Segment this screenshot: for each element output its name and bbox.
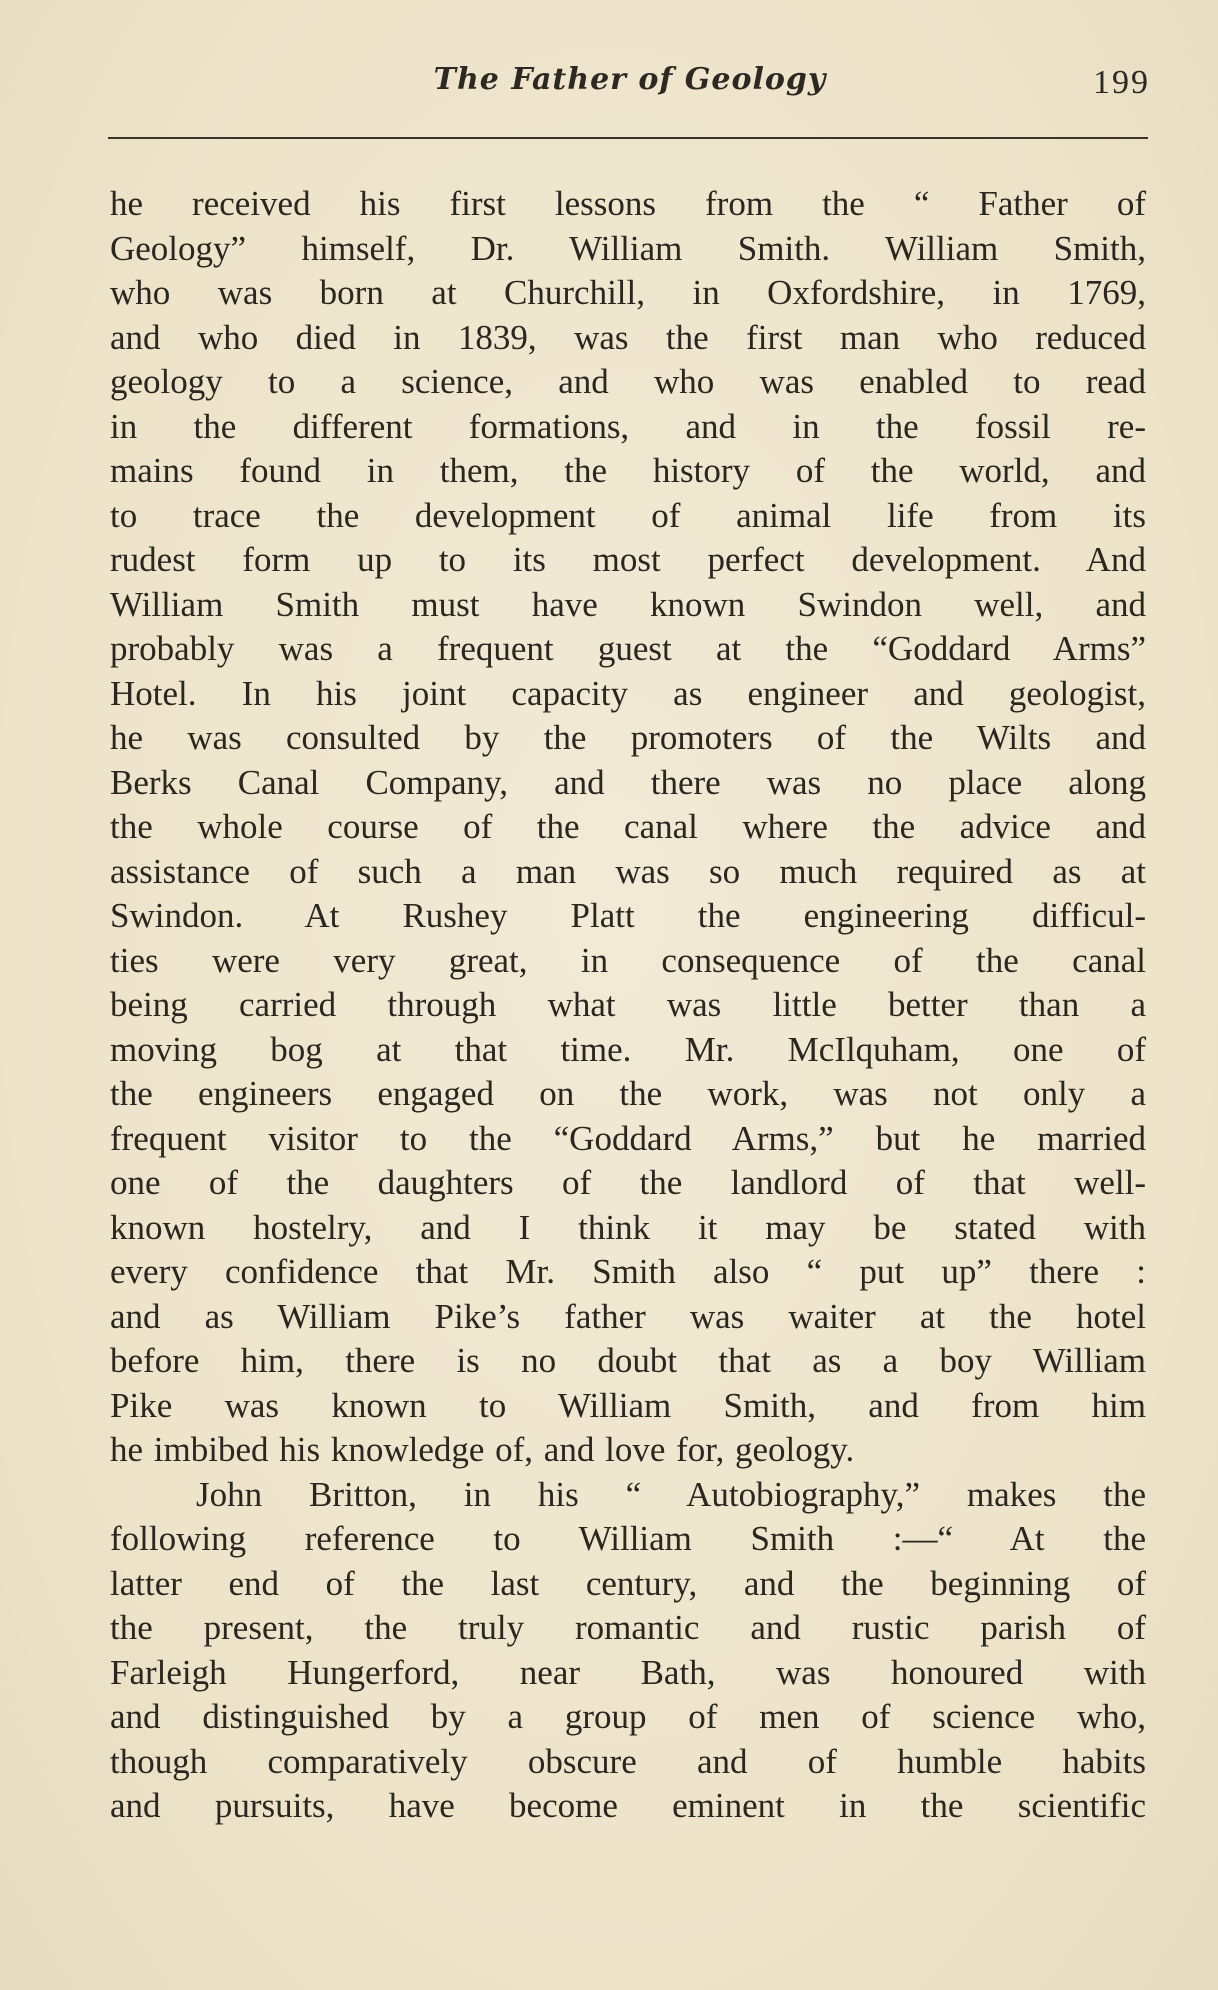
text-line: one of the daughters of the landlord of that well- — [110, 1163, 1146, 1202]
text-line: who was born at Churchill, in Oxfordshire, in 1769, — [110, 273, 1146, 312]
text-line: latter end of the last century, and the beginning of — [110, 1563, 1146, 1603]
text-line: the engineers engaged on the work, was not only a — [110, 1074, 1146, 1113]
text-line: mains found in them, the history of the world, and — [110, 451, 1146, 490]
paragraph-2 — [110, 1473, 1146, 1829]
text-line: ties were very great, in consequence of the canal — [110, 940, 1146, 980]
text-line: geology to a science, and who was enabled to read — [110, 362, 1146, 401]
text-line: the present, the truly romantic and rustic parish of — [110, 1608, 1146, 1647]
running-title: The Father of Geology — [433, 62, 827, 97]
text-line: and pursuits, have become eminent in the scientific — [110, 1786, 1146, 1825]
text-line: Farleigh Hungerford, near Bath, was honoured with — [110, 1652, 1146, 1692]
text-line: and who died in 1839, was the first man who reduced — [110, 317, 1146, 357]
text-line: before him, there is no doubt that as a boy William — [110, 1341, 1146, 1380]
text-line: William Smith must have known Swindon well, and — [110, 584, 1146, 624]
text-line: John Britton, in his “ Autobiography,” makes the — [196, 1474, 1146, 1514]
text-line: Berks Canal Company, and there was no place along — [110, 762, 1146, 802]
text-line: Hotel. In his joint capacity as engineer and geologist, — [110, 673, 1146, 713]
text-line: he received his first lessons from the “ Father of — [110, 184, 1146, 223]
text-line: though comparatively obscure and of humble habits — [110, 1741, 1146, 1781]
text-line: probably was a frequent guest at the “Goddard Arms” — [110, 629, 1146, 668]
text-line: in the different formations, and in the fossil re- — [110, 406, 1146, 446]
text-line: Pike was known to William Smith, and from him — [110, 1385, 1146, 1425]
header-rule — [108, 137, 1148, 139]
text-line: Geology” himself, Dr. William Smith. William Smith, — [110, 228, 1146, 268]
body-text — [110, 182, 1146, 1829]
text-line: moving bog at that time. Mr. McIlquham, one of — [110, 1029, 1146, 1069]
text-line: every confidence that Mr. Smith also “ put up” there : — [110, 1252, 1146, 1291]
text-line: known hostelry, and I think it may be stated with — [110, 1207, 1146, 1247]
text-line: being carried through what was little better than a — [110, 985, 1146, 1024]
text-line: the whole course of the canal where the advice and — [110, 807, 1146, 846]
text-line: he imbibed his knowledge of, and love for, geology. — [110, 1430, 855, 1469]
text-line: and as William Pike’s father was waiter at the hotel — [110, 1296, 1146, 1336]
text-line: he was consulted by the promoters of the Wilts and — [110, 718, 1146, 757]
running-head — [110, 62, 1150, 112]
text-line: following reference to William Smith :—“ At the — [110, 1519, 1146, 1558]
page-number: 199 — [1093, 64, 1150, 101]
text-line: assistance of such a man was so much required as at — [110, 851, 1146, 891]
text-line: rudest form up to its most perfect development. And — [110, 540, 1146, 579]
text-line: and distinguished by a group of men of science who, — [110, 1697, 1146, 1736]
text-line: to trace the development of animal life from its — [110, 495, 1146, 535]
text-line: Swindon. At Rushey Platt the engineering difficul- — [110, 896, 1146, 935]
text-line: frequent visitor to the “Goddard Arms,” but he married — [110, 1118, 1146, 1158]
paragraph-1 — [110, 182, 1146, 1473]
